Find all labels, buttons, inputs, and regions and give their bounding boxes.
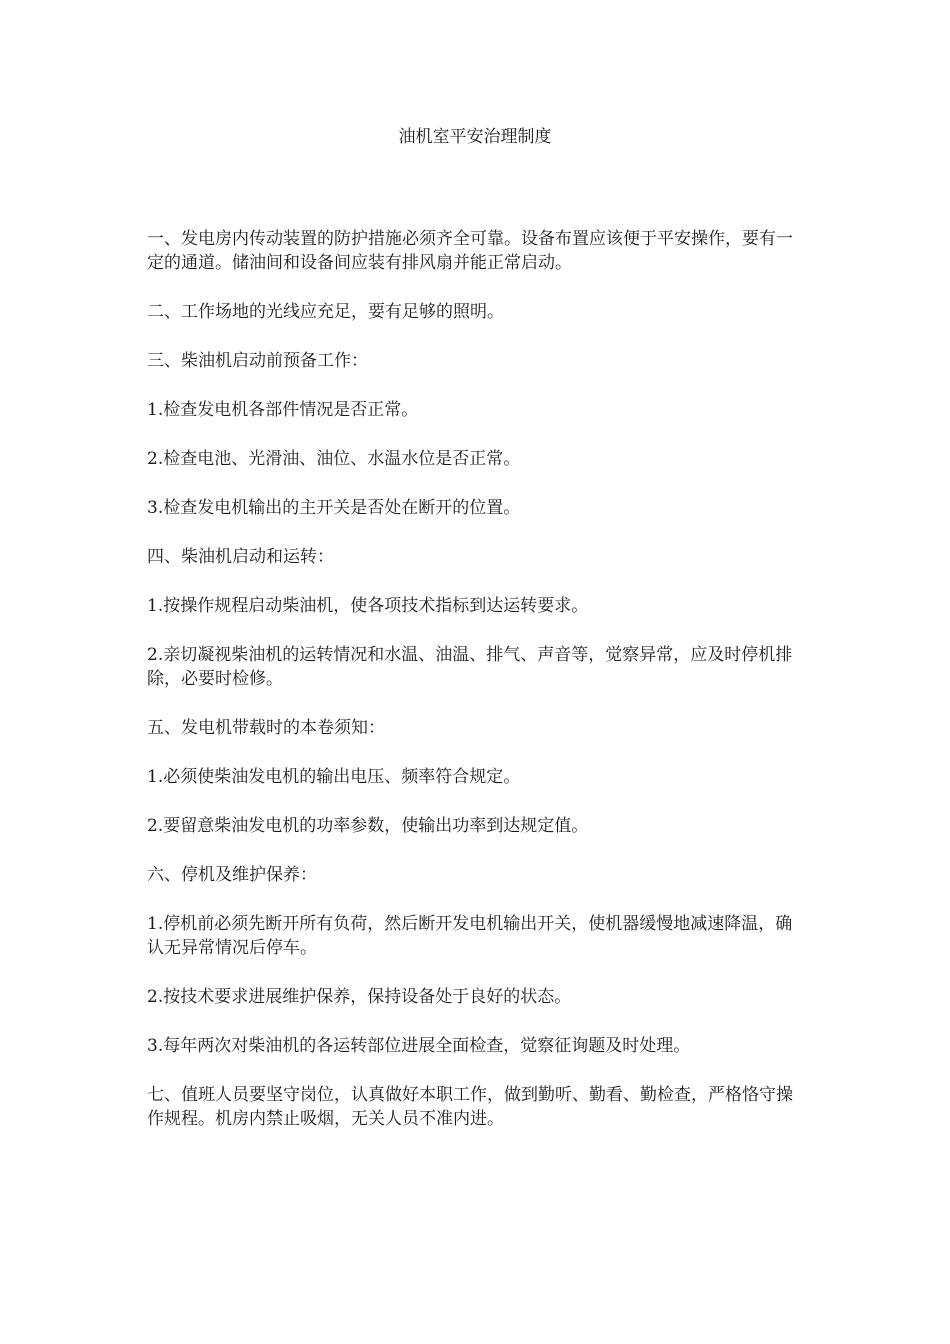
paragraph: 一、发电房内传动装置的防护措施必须齐全可靠。设备布置应该便于平安操作，要有一定的通道。储油间和设备间应装有排风扇并能正常启动。: [147, 229, 793, 273]
paragraph: 三、柴油机启动前预备工作：: [147, 351, 368, 371]
paragraph: 1.检查发电机各部件情况是否正常。: [147, 400, 419, 420]
paragraph: 2.检查电池、光滑油、油位、水温水位是否正常。: [147, 449, 521, 469]
paragraph: 1.按操作规程启动柴油机，使各项技术指标到达运转要求。: [147, 596, 589, 616]
paragraph: 2.要留意柴油发电机的功率参数，使输出功率到达规定值。: [147, 816, 589, 836]
paragraph: 二、工作场地的光线应充足，要有足够的照明。: [147, 302, 504, 322]
paragraph: 2.亲切凝视柴油机的运转情况和水温、油温、排气、声音等，觉察异常，应及时停机排除，必要时检修。: [147, 645, 793, 689]
document-body: [147, 227, 807, 1156]
paragraph: 2.按技术要求进展维护保养，保持设备处于良好的状态。: [147, 987, 572, 1007]
paragraph: 六、停机及维护保养：: [147, 865, 317, 885]
paragraph: 1.停机前必须先断开所有负荷，然后断开发电机输出开关，使机器缓慢地减速降温，确认无异常情况后停车。: [147, 914, 793, 958]
paragraph: 3.每年两次对柴油机的各运转部位进展全面检查，觉察征询题及时处理。: [147, 1036, 691, 1056]
paragraph: 四、柴油机启动和运转：: [147, 547, 334, 567]
paragraph: 五、发电机带载时的本卷须知：: [147, 718, 385, 738]
paragraph: 1.必须使柴油发电机的输出电压、频率符合规定。: [147, 767, 521, 787]
paragraph: 3.检查发电机输出的主开关是否处在断开的位置。: [147, 498, 521, 518]
document-title: 油机室平安治理制度: [398, 127, 552, 147]
paragraph: 七、值班人员要坚守岗位，认真做好本职工作，做到勤听、勤看、勤检查，严格恪守操作规程。机房内禁止吸烟，无关人员不准内进。: [147, 1085, 793, 1129]
